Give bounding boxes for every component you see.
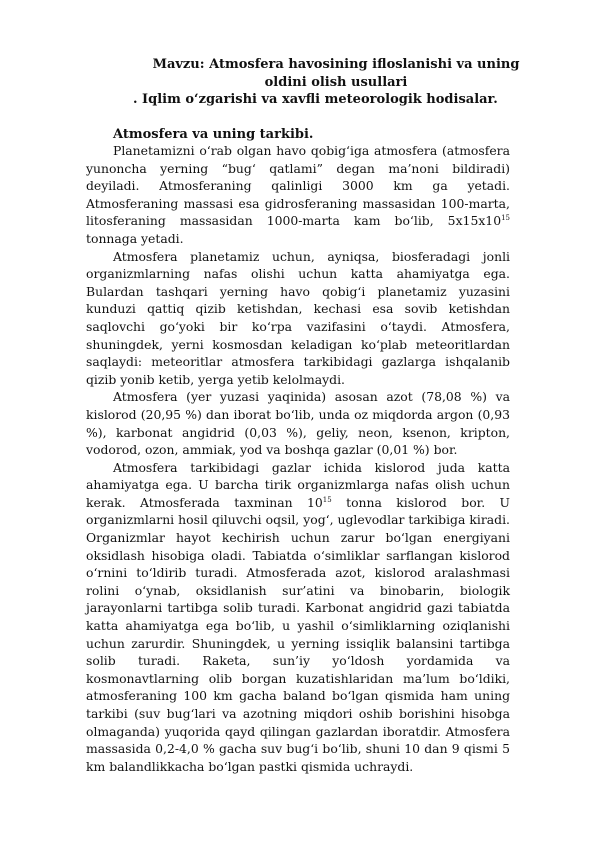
section-heading: Atmosfera va uning tarkibi.	[113, 127, 314, 142]
document-title	[86, 56, 586, 92]
document-body	[86, 142, 510, 775]
title-line-1: Mavzu: Atmosfera havosining ifloslanishi va uning	[152, 57, 520, 72]
paragraph-3: Atmosfera (yer yuzasi yaqinida) asosan azot (78,08 %) va kislorod (20,95 %) dan iborat bo‘lib, unda oz miqdorda argon (0,93 %), karbonat angidrid (0,03 %), geliy, neon, ksenon, kripton, vodorod, ozon, ammiak, yod va boshqa gazlar (0,01 %) bor.	[86, 389, 510, 458]
title-line-2: oldini olish usullari	[264, 75, 408, 90]
paragraph-1: Planetamizni o‘rab olgan havo qobig‘iga atmosfera (atmosfera yunoncha yerning “bug‘ qatlami” degan ma’noni bildiradi) deyiladi. Atmosferaning qalinligi 3000 km ga yetadi. Atmosferaning massasi esa gidrosferaning massasidan 100-marta, litosferaning massasidan 1000-marta kam bo‘lib, $5x15x10^{15}$ tonnaga yetadi.	[86, 143, 510, 246]
document-subtitle: . Iqlim o‘zgarishi va xavfli meteorologik hodisalar.	[133, 92, 498, 107]
paragraph-4: Atmosfera tarkibidagi gazlar ichida kislorod juda katta ahamiyatga ega. U barcha tirik organizmlarga nafas olish uchun kerak. Atmosferada taxminan $10^{15}$ tonna kislorod bor. U organizmlarni hosil qiluvchi oqsil, yog‘, uglevodlar tarkibiga kiradi. Organizmlar hayot kechirish uchun zarur bo‘lgan energiyani oksidlash hisobiga oladi. Tabiatda o‘simliklar sarflangan kislorod o‘rnini to‘ldirib turadi. Atmosferada azot, kislorod aralashmasi rolini o‘ynab, oksidlanish sur’atini va binobarin, biologik jarayonlarni tartibga solib turadi. Karbonat angidrid gazi tabiatda katta ahamiyatga ega bo‘lib, u yashil o‘simliklarning oziqlanishi uchun zarurdir. Shuningdek, u yerning issiqlik balansini tartibga solib turadi. Raketa, sun’iy yo‘ldosh yordamida va kosmonavtlarning olib borgan kuzatishlaridan ma’lum bo‘ldiki, atmosferaning 100 km gacha baland bo‘lgan qismida ham uning tarkibi (suv bug‘lari va azotning miqdori oshib borishini hisobga olmaganda) yuqorida qayd qilingan gazlardan iboratdir. Atmosfera massasida 0,2-4,0 % gacha suv bug‘i bo‘lib, shuni 10 dan 9 qismi 5 km balandlikkacha bo‘lgan pastki qismida uchraydi.	[86, 459, 510, 774]
paragraph-2: Atmosfera planetamiz uchun, ayniqsa, biosferadagi jonli organizmlarning nafas olishi uchun katta ahamiyatga ega. Bulardan tashqari yerning havo qobig‘i planetamiz yuzasini kunduzi qattiq qizib ketishdan, kechasi esa sovib ketishdan saqlovchi go‘yoki bir ko‘rpa vazifasini o‘taydi. Atmosfera, shuningdek, yerni kosmosdan keladigan ko‘plab meteoritlardan saqlaydi: meteoritlar atmosfera tarkibidagi gazlarga ishqalanib qizib yonib ketib, yerga yetib kelolmaydi.	[86, 248, 510, 387]
